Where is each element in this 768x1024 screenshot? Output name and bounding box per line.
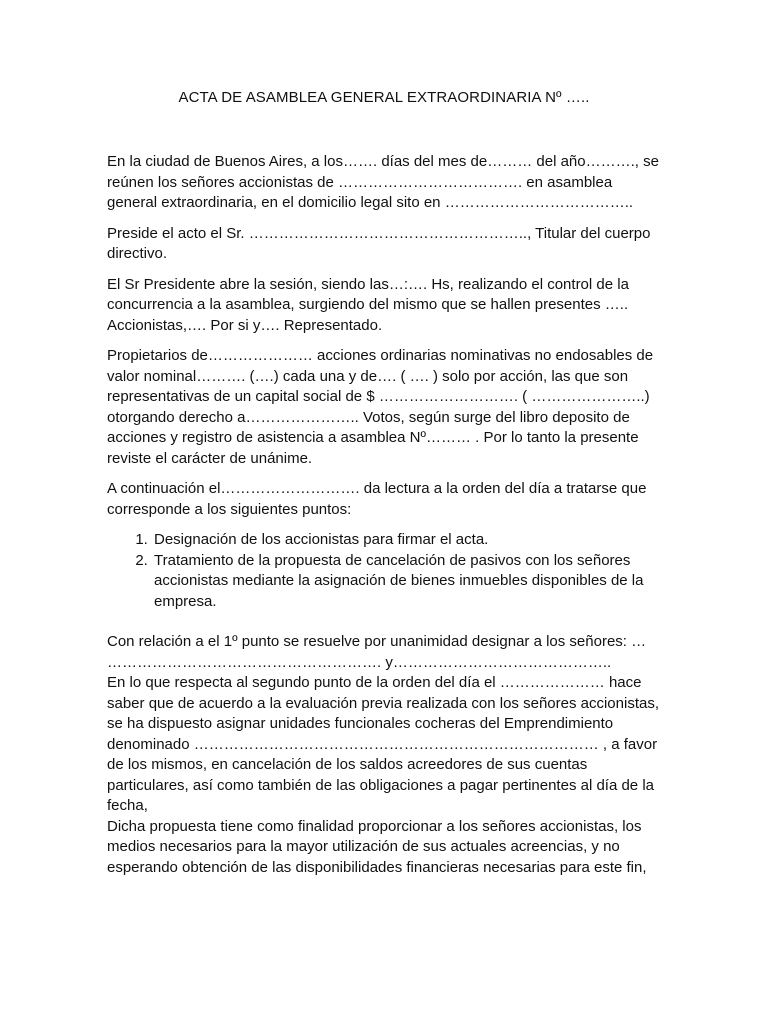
agenda-item: 2. Tratamiento de la propuesta de cancelación de pasivos con los señores accionistas mediante la asignación de bienes inmuebles disponibles de la empresa. — [152, 551, 662, 613]
paragraph-presidente: Preside el acto el Sr. ……………………………………………….., Titular del cuerpo directivo. — [107, 224, 651, 262]
document-body — [107, 152, 662, 878]
paragraph-segundo-punto: En lo que respecta al segundo punto de la orden del día el ………………… hace saber que de acuerdo a la evaluación previa realizada con los señores accionistas, se ha dispuesto asignar unidades funcionales cocheras del Emprendimiento denominado ……………………………………………………………………… , a favor de los mismos, en cancelación de los saldos acreedores de sus cuentas particulares, así como también de las obligaciones a pagar pertinentes al día de la fecha, — [107, 674, 660, 814]
paragraph-sesion: El Sr Presidente abre la sesión, siendo las…:…. Hs, realizando el control de la concurrencia a la asamblea, surgiendo del mismo que se hallen presentes ….. Accionistas,…. Por si y…. Representado. — [107, 275, 629, 334]
paragraph-propietarios: Propietarios de………………… acciones ordinarias nominativas no endosables de valor nominal………. (….) cada una y de…. ( …. ) solo por acción, las que son representativas de un capital social de $ ………………………. ( …………………..) otorgando derecho a………………….. Votos, según surge del libro deposito de acciones y registro de asistencia a asamblea Nº……… . Por lo tanto la presente reviste el carácter de unánime. — [107, 347, 654, 467]
paragraph-continuacion: A continuación el………………………. da lectura a la orden del día a tratarse que corresponde a los siguientes puntos: — [107, 480, 647, 518]
paragraph-opening: En la ciudad de Buenos Aires, a los……. días del mes de……… del año………., se reúnen los señores accionistas de ………………………………. en asamblea general extraordinaria, en el domicilio legal sito en ……………………………….. — [107, 153, 659, 211]
agenda-list — [107, 530, 662, 612]
document-title: ACTA DE ASAMBLEA GENERAL EXTRAORDINARIA Nº ….. — [178, 89, 590, 106]
paragraph-finalidad: Dicha propuesta tiene como finalidad proporcionar a los señores accionistas, los medios necesarios para la mayor utilización de sus actuales acreencias, y no esperando obtención de las disponibilidades financieras necesarias para este fin, — [107, 817, 647, 876]
paragraph-primer-punto: Con relación a el 1º punto se resuelve por unanimidad designar a los señores: … ………………………………………………. y…………………………………….. — [107, 633, 647, 671]
agenda-item: 1. Designación de los accionistas para firmar el acta. — [152, 530, 662, 551]
